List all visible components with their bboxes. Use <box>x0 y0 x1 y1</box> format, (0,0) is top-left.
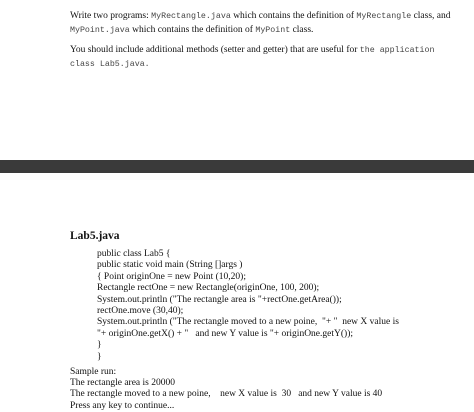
sample-run-output <box>70 367 470 412</box>
code-line: } <box>97 340 102 351</box>
code-listing <box>97 249 467 363</box>
code-identifier: MyPoint.java <box>70 25 130 35</box>
code-line: public class Lab5 { <box>97 249 171 259</box>
instruction-text: which contains the definition of <box>230 11 357 21</box>
code-identifier: MyPoint <box>255 25 291 35</box>
instruction-text: You should include additional methods (setter and getter) that are useful for <box>70 45 360 55</box>
instruction-paragraph-programs <box>70 10 460 37</box>
output-line: The rectangle moved to a new poine, new X value is 30 and new Y value is 40 <box>70 389 383 400</box>
instruction-text: class. <box>290 24 314 35</box>
output-line: Press any key to continue... <box>70 400 175 411</box>
code-line: } <box>97 351 102 362</box>
instruction-text: which contains the definition of <box>129 24 256 35</box>
code-line: System.out.println ("The rectangle moved to a new poine, "+ " new X value is <box>97 317 399 328</box>
code-line: { Point originOne = new Point (10,20); <box>97 271 246 282</box>
code-line: Rectangle rectOne = new Rectangle(originOne, 100, 200); <box>97 283 320 294</box>
instruction-text: Write two programs: <box>70 11 152 21</box>
sample-run-heading: Sample run: <box>70 367 117 377</box>
code-line: System.out.println ("The rectangle area is "+rectOne.getArea()); <box>97 294 342 305</box>
code-line: rectOne.move (30,40); <box>97 306 184 317</box>
output-line: The rectangle area is 20000 <box>70 378 175 389</box>
code-identifier: MyRectangle <box>356 12 412 21</box>
code-identifier: MyRectangle.java <box>151 12 231 21</box>
code-identifier: the application class Lab5.java. <box>70 46 435 69</box>
code-line: public static void main (String []args ) <box>97 260 243 271</box>
page-top <box>0 0 474 160</box>
instruction-paragraph-methods <box>70 44 460 71</box>
page-bottom <box>0 173 474 411</box>
page-divider <box>0 160 474 173</box>
code-line: "+ originOne.getX() + " and new Y value is "+ originOne.getY()); <box>97 328 353 339</box>
section-title: Lab5.java <box>70 230 120 242</box>
instruction-text: class, and <box>411 11 451 21</box>
